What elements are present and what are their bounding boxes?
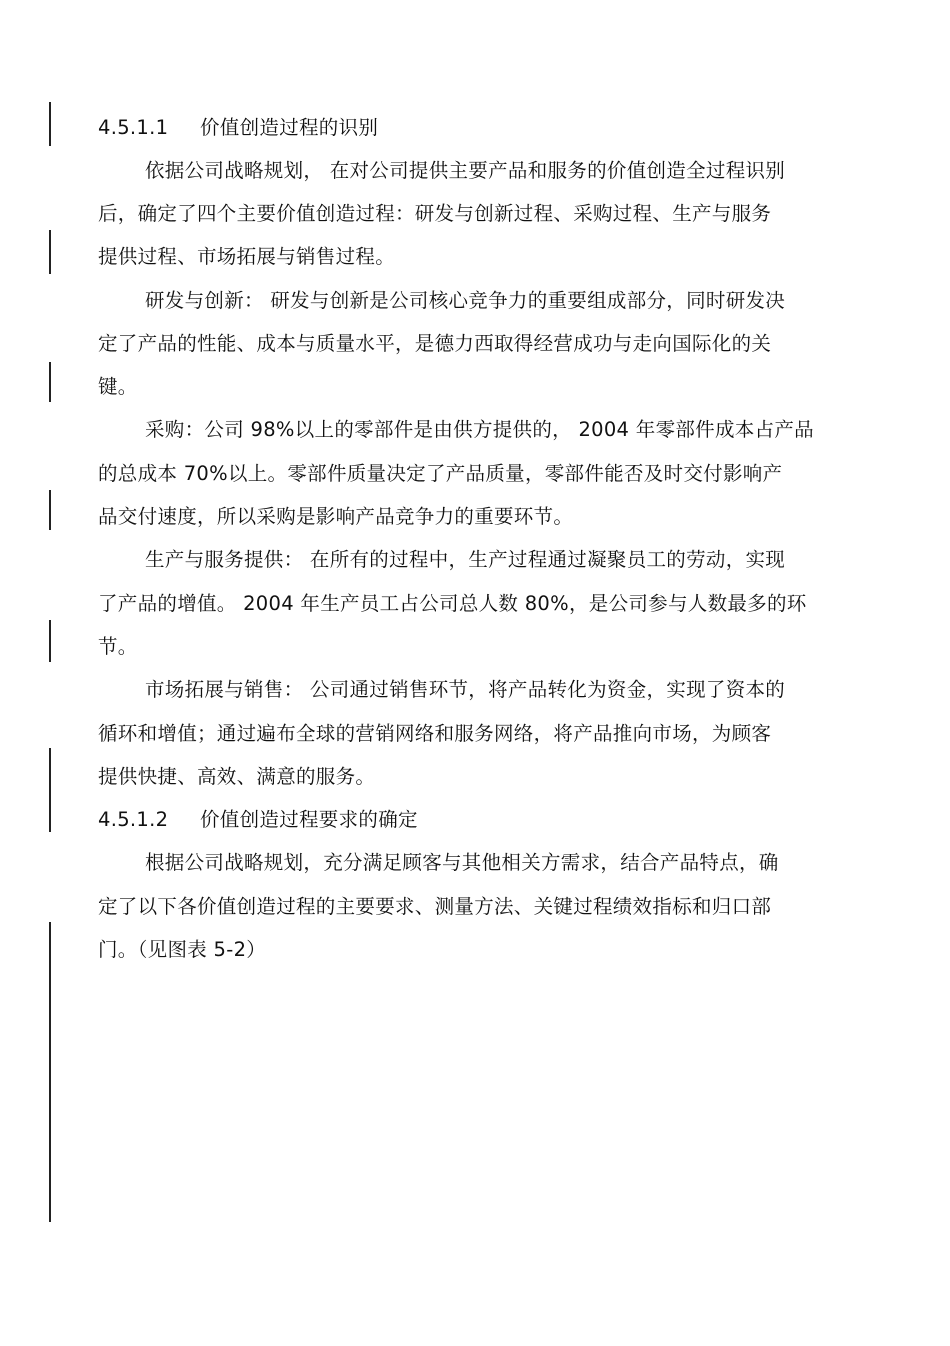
section-heading	[98, 116, 378, 140]
revision-bar	[49, 620, 51, 662]
paragraph-line: 定了产品的性能、成本与质量水平，是德力西取得经营成功与走向国际化的关	[98, 332, 772, 355]
revision-bar	[49, 490, 51, 530]
revision-bar	[49, 362, 51, 402]
paragraph-line: 研发与创新： 研发与创新是公司核心竞争力的重要组成部分，同时研发决	[145, 289, 786, 312]
paragraph-line: 后，确定了四个主要价值创造过程：研发与创新过程、采购过程、生产与服务	[98, 202, 772, 225]
revision-bar	[49, 102, 51, 146]
paragraph-line: 了产品的增值。 2004 年生产员工占公司总人数 80%，是公司参与人数最多的环	[98, 592, 807, 615]
revision-bar	[49, 748, 51, 832]
section-heading	[98, 808, 418, 832]
paragraph-line: 键。	[98, 375, 138, 398]
paragraph-line: 门。（见图表 5-2）	[98, 938, 267, 961]
paragraph-line: 依据公司战略规划， 在对公司提供主要产品和服务的价值创造全过程识别	[145, 159, 786, 182]
paragraph-line: 的总成本 70%以上。零部件质量决定了产品质量，零部件能否及时交付影响产	[98, 462, 783, 485]
section-title: 价值创造过程要求的确定	[200, 808, 418, 831]
section-title: 价值创造过程的识别	[200, 116, 379, 139]
paragraph-line: 品交付速度，所以采购是影响产品竞争力的重要环节。	[98, 505, 574, 528]
paragraph-line: 提供过程、市场拓展与销售过程。	[98, 245, 396, 268]
section-number: 4.5.1.2	[98, 808, 169, 831]
paragraph-line: 市场拓展与销售： 公司通过销售环节，将产品转化为资金，实现了资本的	[145, 678, 786, 701]
section-number: 4.5.1.1	[98, 116, 169, 139]
paragraph-line: 提供快捷、高效、满意的服务。	[98, 765, 376, 788]
paragraph-line: 循环和增值；通过遍布全球的营销网络和服务网络，将产品推向市场，为顾客	[98, 722, 772, 745]
revision-bar	[49, 922, 51, 1222]
paragraph-line: 采购：公司 98%以上的零部件是由供方提供的， 2004 年零部件成本占产品	[145, 418, 814, 441]
paragraph-line: 根据公司战略规划，充分满足顾客与其他相关方需求，结合产品特点，确	[145, 851, 779, 874]
paragraph-line: 节。	[98, 635, 138, 658]
paragraph-line: 生产与服务提供： 在所有的过程中，生产过程通过凝聚员工的劳动，实现	[145, 548, 786, 571]
revision-bar	[49, 230, 51, 274]
paragraph-line: 定了以下各价值创造过程的主要要求、测量方法、关键过程绩效指标和归口部	[98, 895, 772, 918]
